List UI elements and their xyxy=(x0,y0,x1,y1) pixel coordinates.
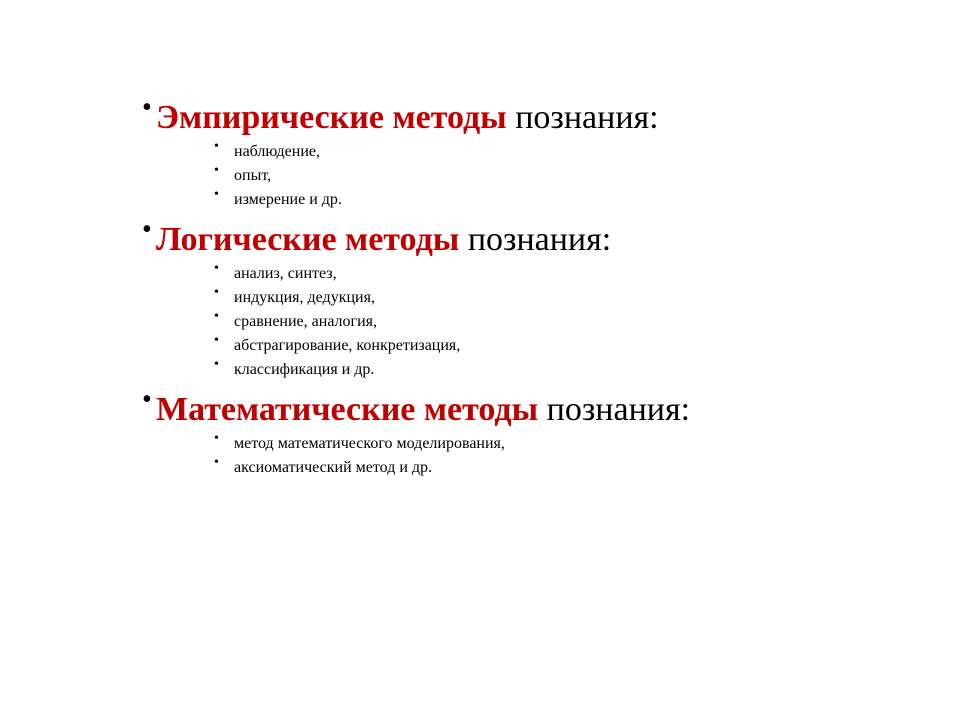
bullet-icon: • xyxy=(142,214,152,245)
list-item-text: классификация и др. xyxy=(234,361,375,378)
heading-rest: познания: xyxy=(459,221,612,258)
list-item xyxy=(142,164,922,188)
list-item-text: анализ, синтез, xyxy=(234,265,337,282)
method-list xyxy=(142,140,922,212)
method-list xyxy=(142,432,922,480)
slide-content xyxy=(142,92,922,486)
list-item xyxy=(142,456,922,480)
list-item xyxy=(142,188,922,212)
list-item-text: метод математического моделирования, xyxy=(234,435,505,452)
heading-accent: Логические методы xyxy=(156,221,460,258)
section-mathematical xyxy=(142,384,922,480)
heading-accent: Эмпирические методы xyxy=(156,99,507,136)
heading-rest: познания: xyxy=(506,99,659,136)
list-item xyxy=(142,140,922,164)
heading-rest: познания: xyxy=(538,391,691,428)
heading-accent: Математические методы xyxy=(156,391,539,428)
list-item-text: опыт, xyxy=(234,167,272,184)
bullet-icon: • xyxy=(214,333,219,348)
section-logical xyxy=(142,214,922,382)
bullet-icon: • xyxy=(214,455,219,470)
method-list xyxy=(142,262,922,382)
section-heading xyxy=(142,92,922,140)
list-item xyxy=(142,358,922,382)
list-item xyxy=(142,286,922,310)
bullet-icon: • xyxy=(214,309,219,324)
bullet-icon: • xyxy=(214,139,219,154)
list-item xyxy=(142,334,922,358)
bullet-icon: • xyxy=(214,261,219,276)
list-item-text: аксиоматический метод и др. xyxy=(234,459,433,476)
list-item-text: сравнение, аналогия, xyxy=(234,313,378,330)
bullet-icon: • xyxy=(214,187,219,202)
section-heading xyxy=(142,384,922,432)
list-item-text: индукция, дедукция, xyxy=(234,289,375,306)
bullet-icon: • xyxy=(214,163,219,178)
list-item xyxy=(142,310,922,334)
bullet-icon: • xyxy=(214,431,219,446)
list-item-text: наблюдение, xyxy=(234,143,320,160)
list-item-text: измерение и др. xyxy=(234,191,342,208)
bullet-icon: • xyxy=(142,384,152,415)
list-item xyxy=(142,432,922,456)
list-item-text: абстрагирование, конкретизация, xyxy=(234,337,461,354)
section-empirical xyxy=(142,92,922,212)
list-item xyxy=(142,262,922,286)
section-heading xyxy=(142,214,922,262)
bullet-icon: • xyxy=(214,357,219,372)
bullet-icon: • xyxy=(142,92,152,123)
bullet-icon: • xyxy=(214,285,219,300)
